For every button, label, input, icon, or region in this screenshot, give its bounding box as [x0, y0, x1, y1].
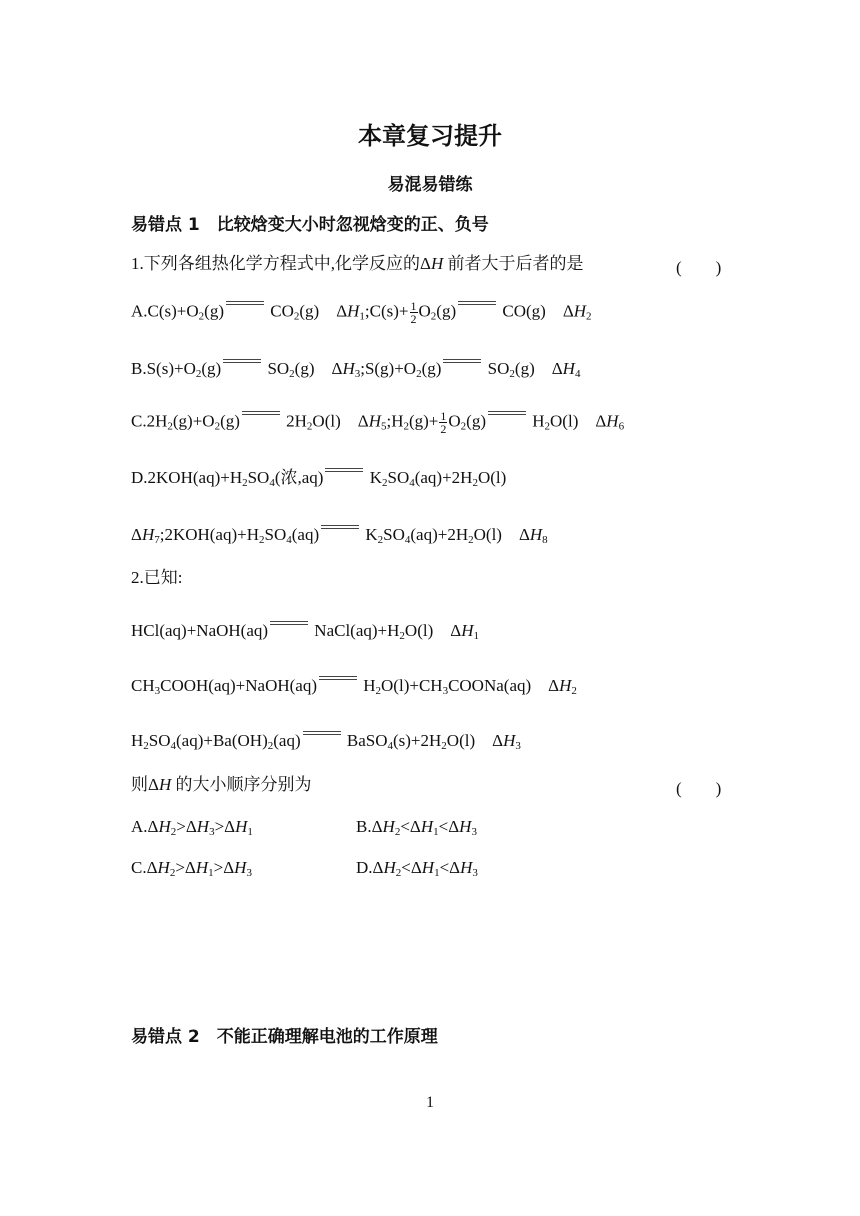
option-1b: $B.S(s)+O_2(g)$ $SO_2(g)$ $\Delta H_3;S(g)+O_2(g)$ $SO_2(g)$ $\Delta H_4$ — [131, 359, 581, 380]
option-1c: $C.2H_2(g)+O_2(g)$ $2H_2O(l)$ $\Delta H_5;H_2(g)+$ $\frac{1}{2}$ $O_2(g)$ $H_2O(l)$ $\Delta H_6$ — [131, 409, 625, 436]
section-heading-2: 易错点 2 不能正确理解电池的工作原理 — [131, 1027, 438, 1047]
option-2c: $C.\Delta H_2>\Delta H_1>\Delta H_3$ — [131, 858, 252, 879]
question-1-stem: 1.下列各组热化学方程式中,化学反应的ΔH 前者大于后者的是 — [131, 254, 584, 273]
option-1a: $A.C(s)+O_2(g)$ $CO_2(g)$ $\Delta H_1;C(s)+$ $\frac{1}{2}$ $O_2(g)$ CO(g) $\Delta H_2$ — [131, 299, 592, 326]
section-heading-1: 易错点 1 比较焓变大小时忽视焓变的正、负号 — [131, 215, 489, 235]
page-title: 本章复习提升 — [358, 122, 502, 150]
question-2-answer-blank: ( ) — [676, 779, 722, 798]
page-subtitle: 易混易错练 — [387, 175, 473, 195]
question-1-answer-blank: ( ) — [676, 258, 722, 277]
option-2d: $D.\Delta H_2<\Delta H_1<\Delta H_3$ — [356, 858, 478, 879]
option-2b: $B.\Delta H_2<\Delta H_1<\Delta H_3$ — [356, 817, 477, 838]
reaction-2: $CH_3COOH(aq)+NaOH(aq)$ $H_2O(l)+CH_3COONa(aq)$ $\Delta H_2$ — [131, 676, 577, 697]
question-2-ask: 则ΔH 的大小顺序分别为 — [131, 775, 312, 794]
question-2-stem: 2.已知: — [131, 568, 183, 587]
option-2a: $A.\Delta H_2>\Delta H_3>\Delta H_1$ — [131, 817, 253, 838]
reaction-3: $H_2SO_4(aq)+Ba(OH)_2(aq)$ $BaSO_4(s)+2H_2O(l)$ $\Delta H_3$ — [131, 731, 521, 752]
page-number: 1 — [426, 1094, 434, 1111]
option-1d-line1: $D.2KOH(aq)+H_2SO_4$(浓,aq) $K_2SO_4(aq)+2H_2O(l)$ — [131, 468, 507, 489]
option-1d-line2: $\Delta H_7;2KOH(aq)+H_2SO_4(aq)$ $K_2SO_4(aq)+2H_2O(l)$ $\Delta H_8$ — [131, 525, 548, 546]
reaction-1: HCl(aq)+NaOH(aq) $NaCl(aq)+H_2O(l)$ $\Delta H_1$ — [131, 621, 479, 642]
